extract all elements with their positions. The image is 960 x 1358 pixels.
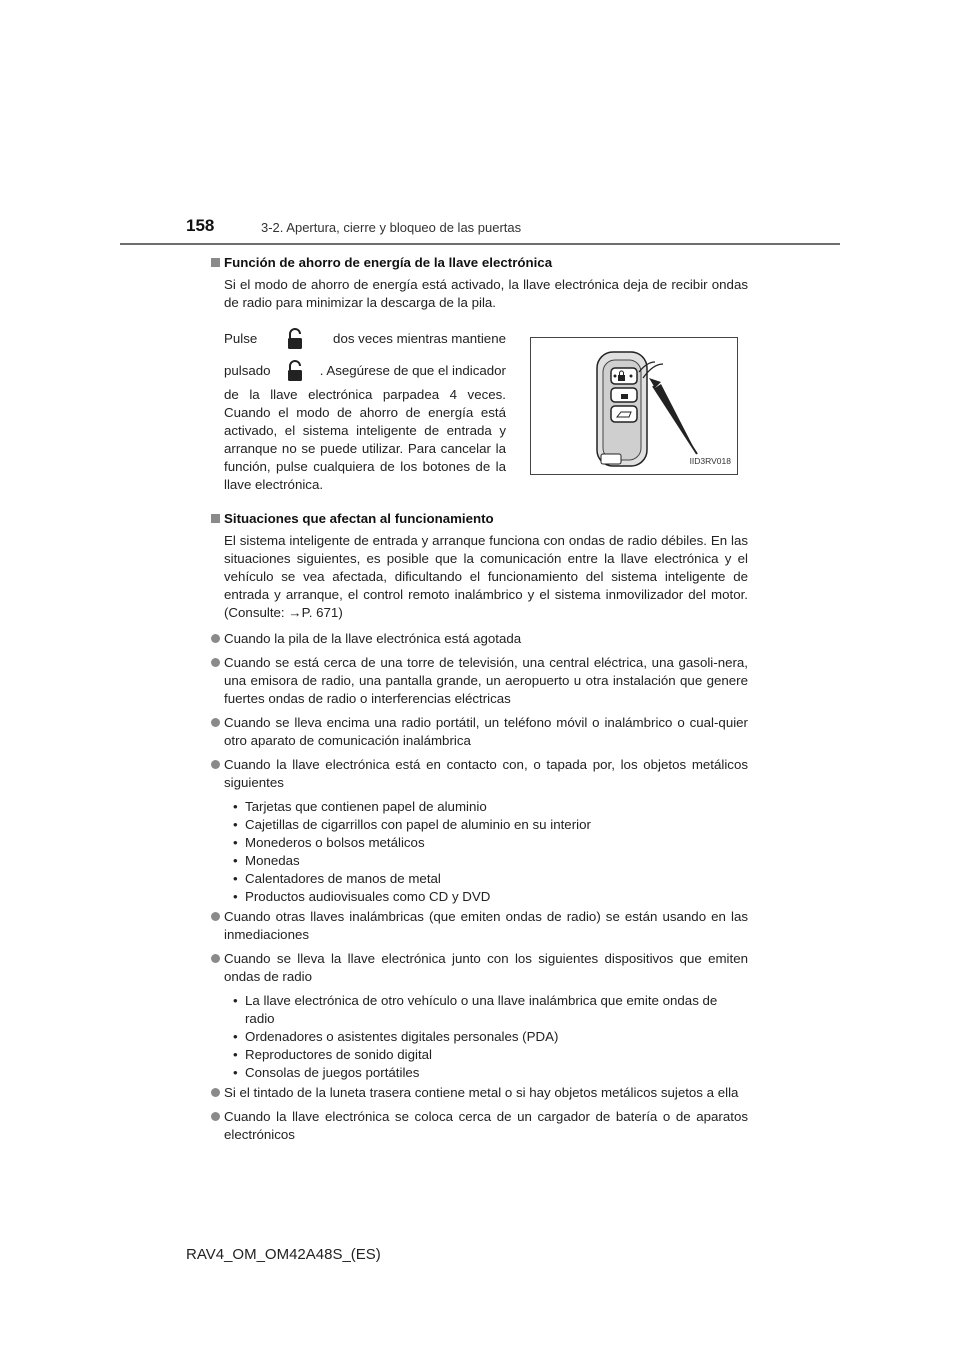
circle-bullet-icon xyxy=(211,1112,220,1121)
circle-bullet-icon xyxy=(211,658,220,667)
situation-item xyxy=(211,1108,748,1144)
list-item-text: Consolas de juegos portátiles xyxy=(245,1065,420,1080)
list-item: • Calentadores de manos de metal xyxy=(233,871,441,886)
list-item: • Ordenadores o asistentes digitales personales (PDA) xyxy=(233,1029,559,1044)
energy-saving-intro: Si el modo de ahorro de energía está activado, la llave electrónica deja de recibir ondas de radio para minimizar la descarga de la pila. xyxy=(224,277,748,310)
pulsado-word: pulsado xyxy=(224,363,271,378)
situation-text: Cuando la llave electrónica está en contacto con, o tapada por, los objetos metálicos siguientes xyxy=(224,757,748,790)
square-bullet-icon xyxy=(211,258,220,267)
list-item: • Productos audiovisuales como CD y DVD xyxy=(233,889,491,904)
list-item-text: Ordenadores o asistentes digitales personales (PDA) xyxy=(245,1029,559,1044)
list-item-text: Productos audiovisuales como CD y DVD xyxy=(245,889,491,904)
situation-item xyxy=(211,714,748,750)
pulsado-line xyxy=(224,356,506,386)
situation-text: Cuando se lleva encima una radio portátil, un teléfono móvil o inalámbrico o cual-quier otro aparato de comunicación inalámbrica xyxy=(224,715,748,748)
page-number: 158 xyxy=(186,216,215,235)
situation-text: Cuando otras llaves inalámbricas (que emiten ondas de radio) se están usando en las inmediaciones xyxy=(224,909,748,942)
smart-key-figure xyxy=(530,337,738,475)
pulsado-rest: . Asegúrese de que el indicador xyxy=(319,363,506,378)
circle-bullet-icon xyxy=(211,718,220,727)
section-title: 3-2. Apertura, cierre y bloqueo de las puertas xyxy=(261,220,522,235)
instruction-rest: de la llave electrónica parpadea 4 veces. Cuando el modo de ahorro de energía está activado, el sistema inteligente de entrada y arranque no se puede utilizar. Para cancelar la función, pulse cualquiera de los botones de la llave electrónica. xyxy=(224,387,506,492)
pulse-word: Pulse xyxy=(224,331,258,346)
page-content xyxy=(211,254,748,1144)
situation-item xyxy=(211,950,748,986)
manual-code-footer: RAV4_OM_OM42A48S_(ES) xyxy=(186,1246,381,1263)
circle-bullet-icon xyxy=(211,1088,220,1097)
list-item: • Monederos o bolsos metálicos xyxy=(233,835,425,850)
list-item-text: Monederos o bolsos metálicos xyxy=(245,835,425,850)
list-item-text: Cajetillas de cigarrillos con papel de aluminio en su interior xyxy=(245,817,591,832)
situations-intro: El sistema inteligente de entrada y arranque funciona con ondas de radio débiles. En las situaciones siguientes, es posible que la comunicación entre la llave electrónica y el vehículo se vea afectada, dificultando el funcionamiento del sistema inteligente de entrada y arranque, el control remoto inalámbrico y el sistema inmovilizador del motor. (Consulte: →P. 671) xyxy=(224,533,748,620)
list-item-text: La llave electrónica de otro vehículo o una llave inalámbrica que emite ondas de radio xyxy=(245,993,718,1026)
situation-item xyxy=(211,756,748,792)
list-item: • Tarjetas que contienen papel de aluminio xyxy=(233,799,487,814)
list-item-text: Calentadores de manos de metal xyxy=(245,871,441,886)
circle-bullet-icon xyxy=(211,912,220,921)
situations-heading xyxy=(211,510,748,528)
situation-item xyxy=(211,1084,748,1102)
list-item-text: Reproductores de sonido digital xyxy=(245,1047,433,1062)
list-item: • Reproductores de sonido digital xyxy=(233,1047,433,1062)
list-item-text: Monedas xyxy=(245,853,300,868)
lock-icon xyxy=(282,326,308,352)
metal-objects-list xyxy=(233,798,748,906)
pulse-line xyxy=(224,324,506,354)
circle-bullet-icon xyxy=(211,760,220,769)
radio-devices-list xyxy=(233,992,748,1082)
pulse-rest: dos veces mientras mantiene xyxy=(333,331,506,346)
energy-saving-title: Función de ahorro de energía de la llave electrónica xyxy=(224,255,553,270)
energy-saving-instructions xyxy=(224,324,748,494)
situations-title: Situaciones que afectan al funcionamiento xyxy=(224,511,494,526)
instruction-text xyxy=(224,324,506,494)
situation-text: Cuando la llave electrónica se coloca cerca de un cargador de batería o de aparatos electrónicos xyxy=(224,1109,748,1142)
situation-text: Cuando se está cerca de una torre de televisión, una central eléctrica, una gasoli-nera, una emisora de radio, una pantalla grande, un aeropuerto u otra instalación que genere fuertes ondas de radio o interferencias eléctricas xyxy=(224,655,748,706)
energy-saving-heading xyxy=(211,254,748,272)
list-item: • La llave electrónica de otro vehículo o una llave inalámbrica que emite ondas de radio xyxy=(233,993,718,1026)
situation-item xyxy=(211,630,748,648)
circle-bullet-icon xyxy=(211,634,220,643)
figure-id: IID3RV018 xyxy=(689,456,731,466)
situation-item xyxy=(211,654,748,708)
lock-icon xyxy=(282,358,308,384)
situation-text: Si el tintado de la luneta trasera contiene metal o si hay objetos metálicos sujetos a ella xyxy=(224,1085,739,1100)
list-item: • Cajetillas de cigarrillos con papel de aluminio en su interior xyxy=(233,817,591,832)
header-divider xyxy=(120,243,840,245)
situation-text: Cuando la pila de la llave electrónica está agotada xyxy=(224,631,522,646)
square-bullet-icon xyxy=(211,514,220,523)
list-item: • Monedas xyxy=(233,853,300,868)
situation-text: Cuando se lleva la llave electrónica junto con los siguientes dispositivos que emiten ondas de radio xyxy=(224,951,748,984)
circle-bullet-icon xyxy=(211,954,220,963)
list-item: • Consolas de juegos portátiles xyxy=(233,1065,420,1080)
situation-item xyxy=(211,908,748,944)
list-item-text: Tarjetas que contienen papel de aluminio xyxy=(245,799,487,814)
